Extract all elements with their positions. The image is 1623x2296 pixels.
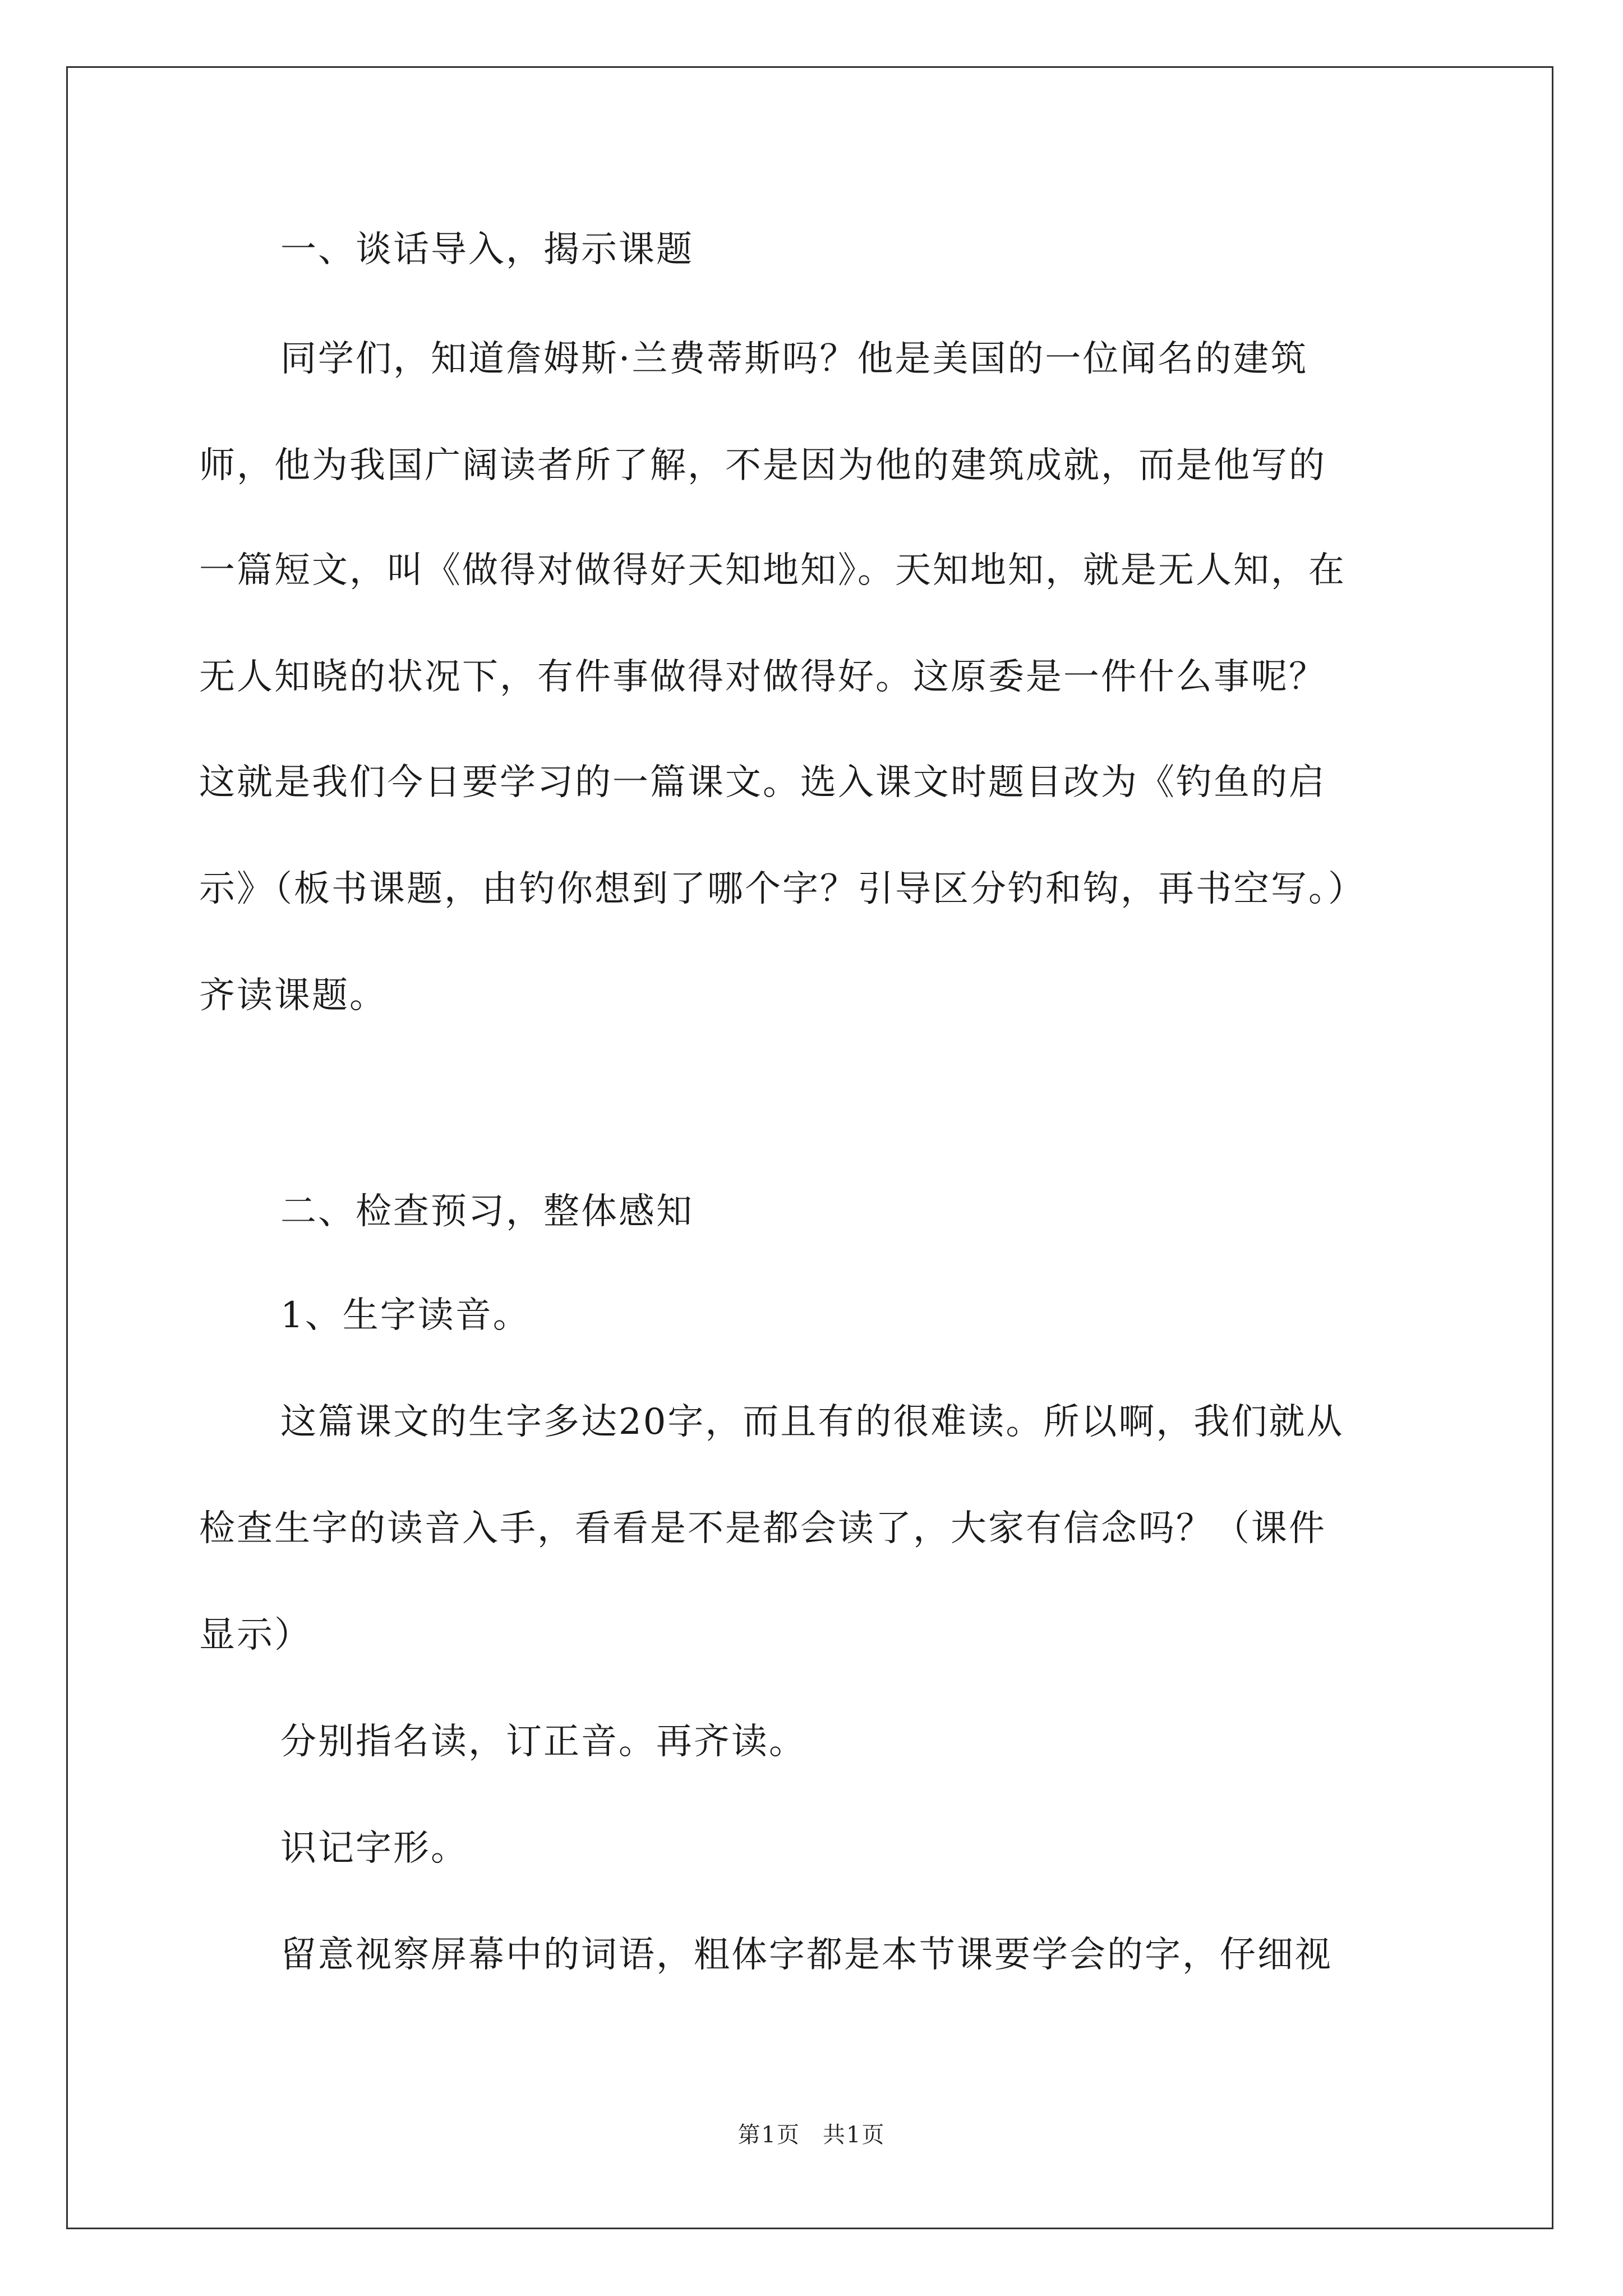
subheading: 1、生字读音。 — [280, 1295, 531, 1336]
paragraph-line: 齐读课题。 — [199, 975, 387, 1016]
paragraph-line: 无人知晓的状况下，有件事做得对做得好。这原委是一件什么事呢？ — [199, 656, 1326, 698]
section-heading-2: 二、检查预习，整体感知 — [280, 1191, 694, 1232]
paragraph-line: 这就是我们今日要学习的一篇课文。选入课文时题目改为《钓鱼的启 — [199, 762, 1326, 803]
paragraph-line: 检查生字的读音入手，看看是不是都会读了，大家有信念吗？（课件 — [199, 1508, 1326, 1549]
paragraph-line: 留意视察屏幕中的词语，粗体字都是本节课要学会的字，仔细视 — [280, 1934, 1332, 1976]
section-heading-1: 一、谈话导入，揭示课题 — [280, 229, 694, 270]
paragraph-line: 识记字形。 — [280, 1828, 468, 1869]
paragraph-line: 示》（板书课题，由钓你想到了哪个字？引导区分钓和钩，再书空写。） — [199, 868, 1366, 910]
page-number: 第1页 — [737, 2122, 800, 2148]
paragraph-line: 一篇短文，叫《做得对做得好天知地知》。天知地知，就是无人知，在 — [199, 550, 1346, 591]
paragraph-line: 师，他为我国广阔读者所了解，不是因为他的建筑成就，而是他写的 — [199, 445, 1326, 486]
paragraph-line: 同学们，知道詹姆斯·兰费蒂斯吗？他是美国的一位闻名的建筑 — [280, 338, 1308, 380]
page-footer — [0, 2121, 1623, 2149]
paragraph-line: 显示） — [199, 1614, 312, 1656]
page-border — [66, 66, 1553, 2229]
paragraph-line: 分别指名读，订正音。再齐读。 — [280, 1721, 806, 1763]
paragraph-line: 这篇课文的生字多达20字，而且有的很难读。所以啊，我们就从 — [280, 1401, 1344, 1443]
page-total: 共1页 — [823, 2122, 886, 2148]
